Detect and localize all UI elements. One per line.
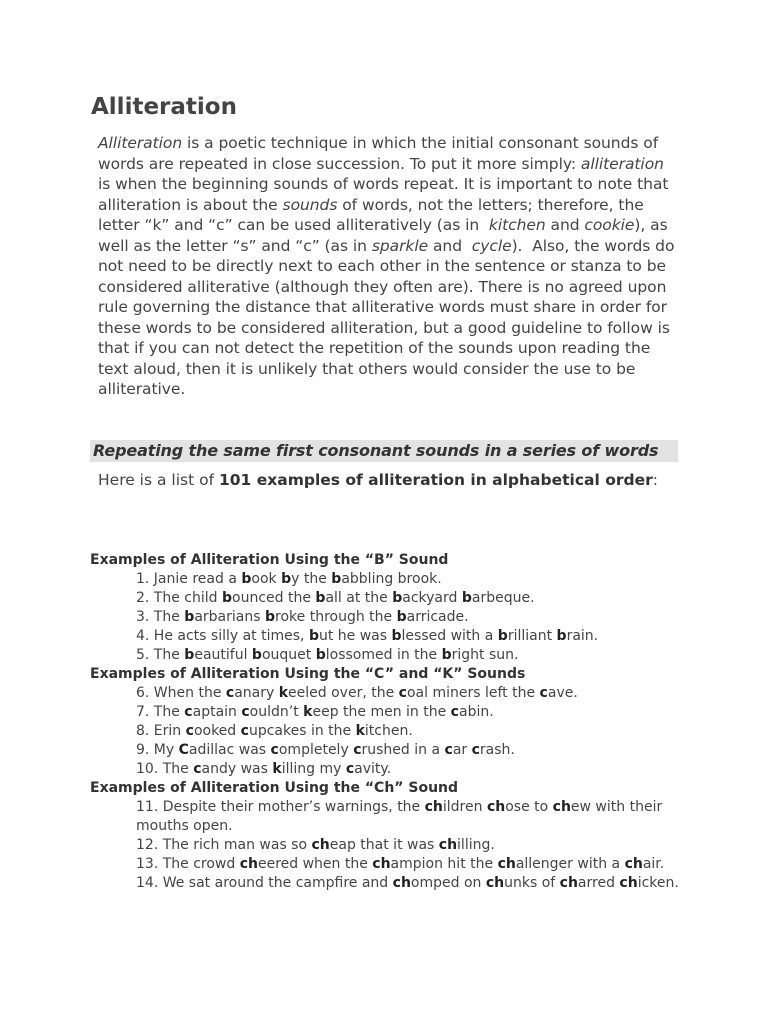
intro-paragraph: Alliteration is a poetic technique in which the initial consonant sounds of words are repeated in close succession. To put it more simply: alliteration is when the beginning sounds of words repeat. It is important to note that alliteration is about the sounds of words, not the letters; therefore, the letter “k” and “c” can be used alliteratively (as in kitchen and cookie), as well as the letter “s” and “c” (as in sparkle and cycle). Also, the words do not need to be directly next to each other in the sentence or stanza to be considered alliterative (although they often are). There is no agreed upon rule governing the distance that alliterative words must share in order for these words to be considered alliteration, but a good guideline to follow is that if you can not detect the repetition of the sounds upon reading the text aloud, then it is unlikely that others would consider the use to be alliterative.: [98, 134, 675, 398]
example-item: 6. When the canary keeled over, the coal miners left the cave.: [136, 685, 578, 701]
example-item: 11. Despite their mother’s warnings, the children chose to chew with their mouths open.: [136, 799, 663, 834]
highlighted-subheading: [90, 440, 678, 462]
section-heading: Examples of Alliteration Using the “Ch” Sound: [90, 780, 459, 796]
section-b: [90, 551, 710, 665]
examples-list: [90, 551, 710, 893]
example-item: 4. He acts silly at times, but he was blessed with a brilliant brain.: [136, 628, 599, 644]
section-ch: [90, 779, 710, 893]
example-item: 12. The rich man was so cheap that it was chilling.: [136, 837, 495, 853]
list-intro: Here is a list of 101 examples of alliteration in alphabetical order:: [98, 471, 658, 489]
example-item: 10. The candy was killing my cavity.: [136, 761, 392, 777]
example-item: 2. The child bounced the ball at the backyard barbeque.: [136, 590, 535, 606]
example-item: 8. Erin cooked cupcakes in the kitchen.: [136, 723, 413, 739]
section-heading: Examples of Alliteration Using the “B” Sound: [90, 552, 449, 568]
example-item: 3. The barbarians broke through the barricade.: [136, 609, 469, 625]
example-item: 7. The captain couldn’t keep the men in the cabin.: [136, 704, 494, 720]
example-item: 13. The crowd cheered when the champion hit the challenger with a chair.: [136, 856, 665, 872]
example-item: 14. We sat around the campfire and chomped on chunks of charred chicken.: [136, 875, 679, 891]
subheading-text: Repeating the same first consonant sounds in a series of words: [93, 441, 659, 460]
example-item: 9. My Cadillac was completely crushed in a car crash.: [136, 742, 515, 758]
page-title: Alliteration: [91, 94, 237, 120]
section-heading: Examples of Alliteration Using the “C” and “K” Sounds: [90, 666, 526, 682]
example-item: 5. The beautiful bouquet blossomed in the bright sun.: [136, 647, 519, 663]
example-item: 1. Janie read a book by the babbling brook.: [136, 571, 442, 587]
section-c-k: [90, 665, 710, 779]
